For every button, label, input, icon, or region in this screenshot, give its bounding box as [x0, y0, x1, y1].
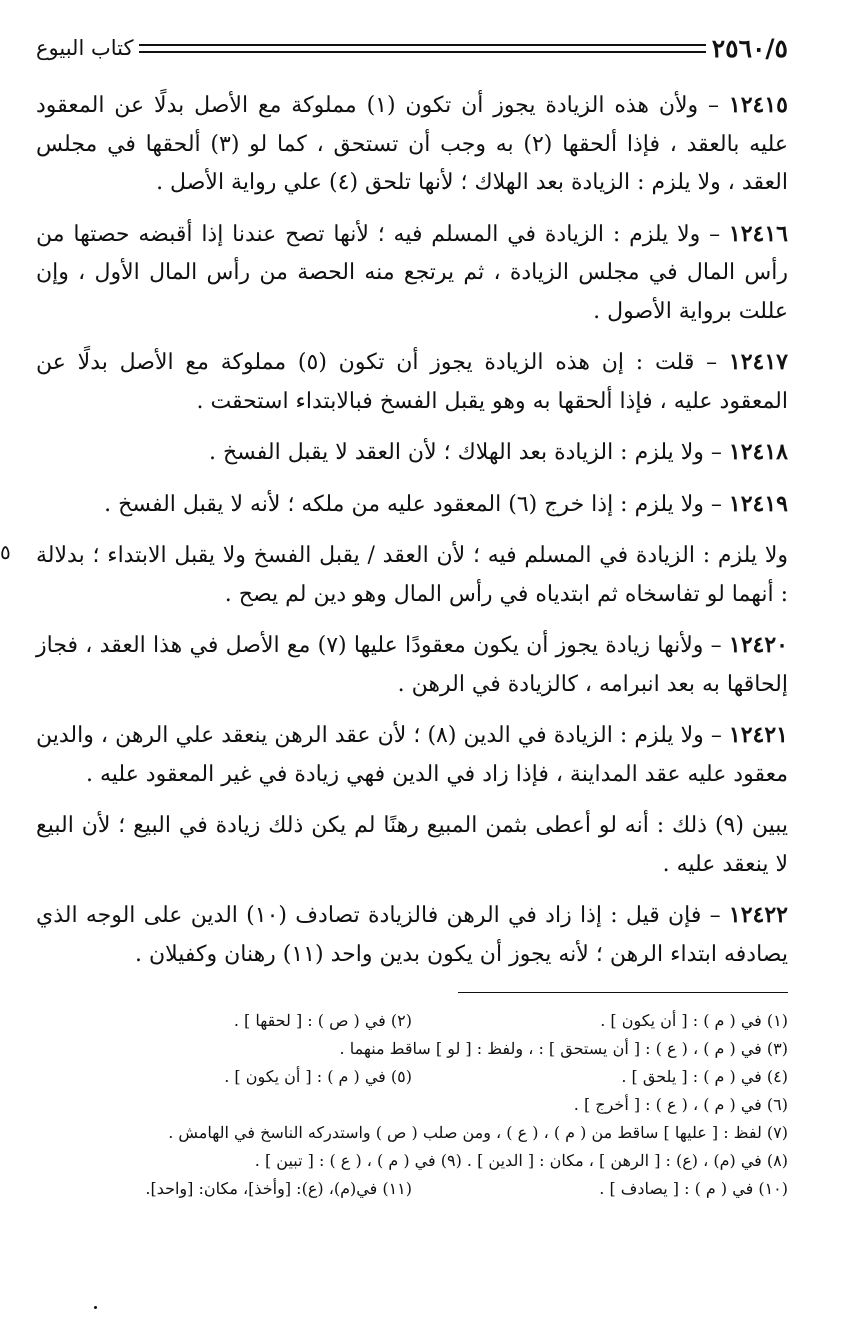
- entry-number: ١٢٤٢٠: [728, 632, 788, 658]
- paragraph-12422: [36, 896, 788, 974]
- footnote-6: (٦) في ( م ) ، ( ع ) : [ أخرج ] .: [573, 1095, 788, 1114]
- footnote-row: [36, 1007, 788, 1035]
- entry-number: ١٢٤١٩: [728, 490, 788, 517]
- paragraph-text: يبين (٩) ذلك : أنه لو أعطى بثمن المبيع رهنًا لم يكن ذلك زيادة في البيع ؛ لأن البيع لا ينعقد عليه .: [36, 813, 788, 877]
- paragraph-continuation-2: [36, 806, 788, 884]
- paragraph-12416: [36, 215, 788, 332]
- footnote-1: (١) في ( م ) : [ أن يكون ] .: [600, 1011, 788, 1030]
- footnote-2: (٢) في ( ص ) : [ لحقها ] .: [233, 1011, 412, 1030]
- footnote-10: (١٠) في ( م ) : [ يصادف ] .: [599, 1179, 788, 1198]
- paragraph-text: – ولا يلزم : إذا خرج (٦) المعقود عليه من ملكه ؛ لأنه لا يقبل الفسخ .: [104, 491, 729, 517]
- header-rule: [139, 44, 705, 53]
- entry-number: ١٢٤٢١: [728, 722, 788, 748]
- paragraph-12418: [36, 433, 788, 473]
- paragraph-text: ولا يلزم : الزيادة في المسلم فيه ؛ لأن العقد / يقبل الفسخ ولا يقبل الابتداء ؛ بدلالة : أنهما لو تفاسخاه ثم ابتدياه في رأس المال وهو دين لم يصح .: [36, 543, 788, 607]
- entry-number: ١٢٤١٦: [728, 220, 788, 247]
- paragraph-text: – ولا يلزم : الزيادة في الدين (٨) ؛ لأن عقد الرهن ينعقد علي الرهن ، والدين معقود عليه عقد المداينة ، فإذا زاد في الدين فهي زيادة في غير المعقود عليه .: [36, 723, 788, 787]
- paragraph-text: – ولأنها زيادة يجوز أن يكون معقودًا عليها (٧) مع الأصل في هذا العقد ، فجاز إلحاقها به بعد انبرامه ، كالزيادة في الرهن .: [36, 633, 788, 697]
- entry-number: ١٢٤٢٢: [728, 902, 788, 928]
- page: [36, 30, 788, 1203]
- page-speck: [94, 1306, 97, 1309]
- footnote-7: (٧) لفظ : [ عليها ] ساقط من ( م ) ، ( ع ) ، ومن صلب ( ص ) واستدركه الناسخ في الهامش .: [168, 1123, 788, 1142]
- footnote-11: (١١) في(م)، (ع): [وأخذ]، مكان: [واحد].: [145, 1179, 412, 1198]
- paragraph-text: – ولا يلزم : الزيادة بعد الهلاك ؛ لأن العقد لا يقبل الفسخ .: [208, 440, 729, 465]
- footnote-3: (٣) في ( م ) ، ( ع ) : [ أن يستحق ] : ، ولفظ : [ لو ] ساقط منهما .: [339, 1039, 788, 1058]
- paragraph-12417: [36, 343, 788, 421]
- margin-folio-marker: ٥: [0, 540, 11, 564]
- paragraph-text: – فإن قيل : إذا زاد في الرهن فالزيادة تصادف (١٠) الدين على الوجه الذي يصادفه ابتداء الرهن ؛ لأنه يجوز أن يكون بدين واحد (١١) رهنان وكفيلان .: [36, 903, 788, 967]
- entry-number: ١٢٤١٧: [728, 349, 788, 375]
- footnotes: [36, 1007, 788, 1203]
- paragraph-text: – ولا يلزم : الزيادة في المسلم فيه ؛ لأنها تصح عندنا إذا أقبضه حصتها من رأس المال في مجلس الزيادة ، ثم يرتجع منه الحصة من رأس المال الأول ، وإن عللت برواية الأصول .: [36, 221, 788, 324]
- paragraph-12415: [36, 86, 788, 203]
- paragraph-text: – ولأن هذه الزيادة يجوز أن تكون (١) مملوكة مع الأصل بدلًا عن المعقود عليه بالعقد ، فإذا ألحقها (٢) به وجب أن تستحق ، كما لو (٣) ألحقها في مجلس العقد ، ولا يلزم : الزيادة بعد الهلاك ؛ لأنها تلحق (٤) علي رواية الأصل .: [36, 93, 788, 195]
- footnote-separator: [458, 992, 788, 993]
- paragraph-12419: [36, 485, 788, 525]
- paragraph-continuation-1: [36, 536, 788, 614]
- footnote-row: [36, 1175, 788, 1203]
- footnote-8-9: (٨) في (م) ، (ع) : [ الرهن ] ، مكان : [ الدين ] . (٩) في ( م ) ، ( ع ) : [ تبين ] .: [254, 1151, 788, 1170]
- main-text: [36, 86, 788, 974]
- footnote-5: (٥) في ( م ) : [ أن يكون ] .: [224, 1067, 412, 1086]
- entry-number: ١٢٤١٨: [728, 439, 788, 465]
- paragraph-12421: [36, 716, 788, 794]
- footnote-row: [36, 1063, 788, 1091]
- page-number: ٢٥٦٠/٥: [711, 33, 788, 63]
- paragraph-text: – قلت : إن هذه الزيادة يجوز أن تكون (٥) مملوكة مع الأصل بدلًا عن المعقود عليه ، فإذا ألحقها به وهو يقبل الفسخ فبالابتداء استحقت .: [36, 350, 788, 414]
- entry-number: ١٢٤١٥: [728, 92, 788, 118]
- footnote-4: (٤) في ( م ) : [ يلحق ] .: [621, 1067, 788, 1086]
- paragraph-12420: [36, 626, 788, 704]
- running-header: [36, 30, 788, 66]
- book-title: كتاب البيوع: [36, 36, 134, 60]
